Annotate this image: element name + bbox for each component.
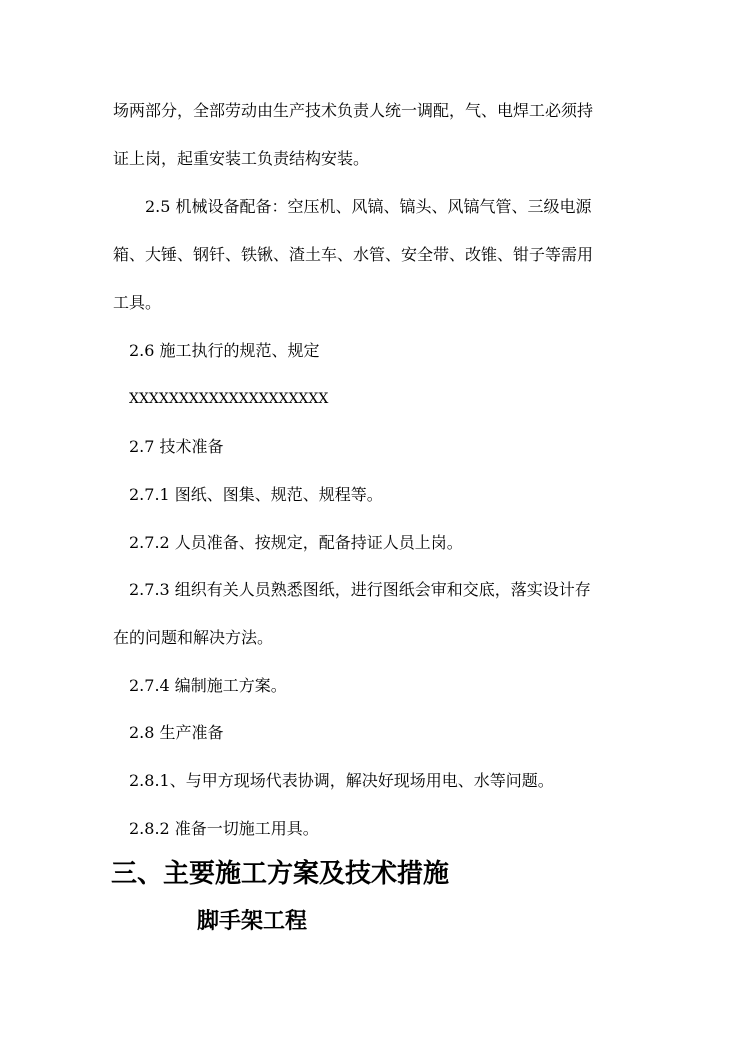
paragraph-line: 工具。 bbox=[113, 293, 162, 312]
paragraph-line: 2.7.3 组织有关人员熟悉图纸，进行图纸会审和交底，落实设计存 bbox=[129, 580, 591, 599]
paragraph-line: 场两部分，全部劳动由生产技术负责人统一调配，气、电焊工必须持 bbox=[113, 101, 594, 120]
paragraph-line: 证上岗，起重安装工负责结构安装。 bbox=[113, 149, 370, 168]
paragraph-line: 2.8 生产准备 bbox=[129, 723, 224, 742]
paragraph-line: 2.8.1、与甲方现场代表协调，解决好现场用电、水等问题。 bbox=[129, 771, 554, 790]
paragraph-line: 2.7.2 人员准备、按规定，配备持证人员上岗。 bbox=[129, 533, 463, 552]
paragraph-line: XXXXXXXXXXXXXXXXXXXX bbox=[129, 391, 329, 407]
paragraph-line: 2.6 施工执行的规范、规定 bbox=[129, 341, 320, 360]
subsection-heading: 脚手架工程 bbox=[197, 909, 308, 934]
paragraph-line: 2.5 机械设备配备：空压机、风镐、镐头、风镐气管、三级电源 bbox=[145, 197, 592, 216]
paragraph-line: 2.8.2 准备一切施工用具。 bbox=[129, 819, 319, 838]
paragraph-line: 2.7 技术准备 bbox=[129, 437, 224, 456]
paragraph-line: 箱、大锤、钢钎、铁锹、渣土车、水管、安全带、改锥、钳子等需用 bbox=[113, 245, 594, 264]
paragraph-line: 2.7.1 图纸、图集、规范、规程等。 bbox=[129, 485, 383, 504]
paragraph-line: 2.7.4 编制施工方案。 bbox=[129, 676, 287, 695]
paragraph-line: 在的问题和解决方法。 bbox=[113, 628, 274, 647]
section-heading: 三、主要施工方案及技术措施 bbox=[111, 859, 450, 889]
